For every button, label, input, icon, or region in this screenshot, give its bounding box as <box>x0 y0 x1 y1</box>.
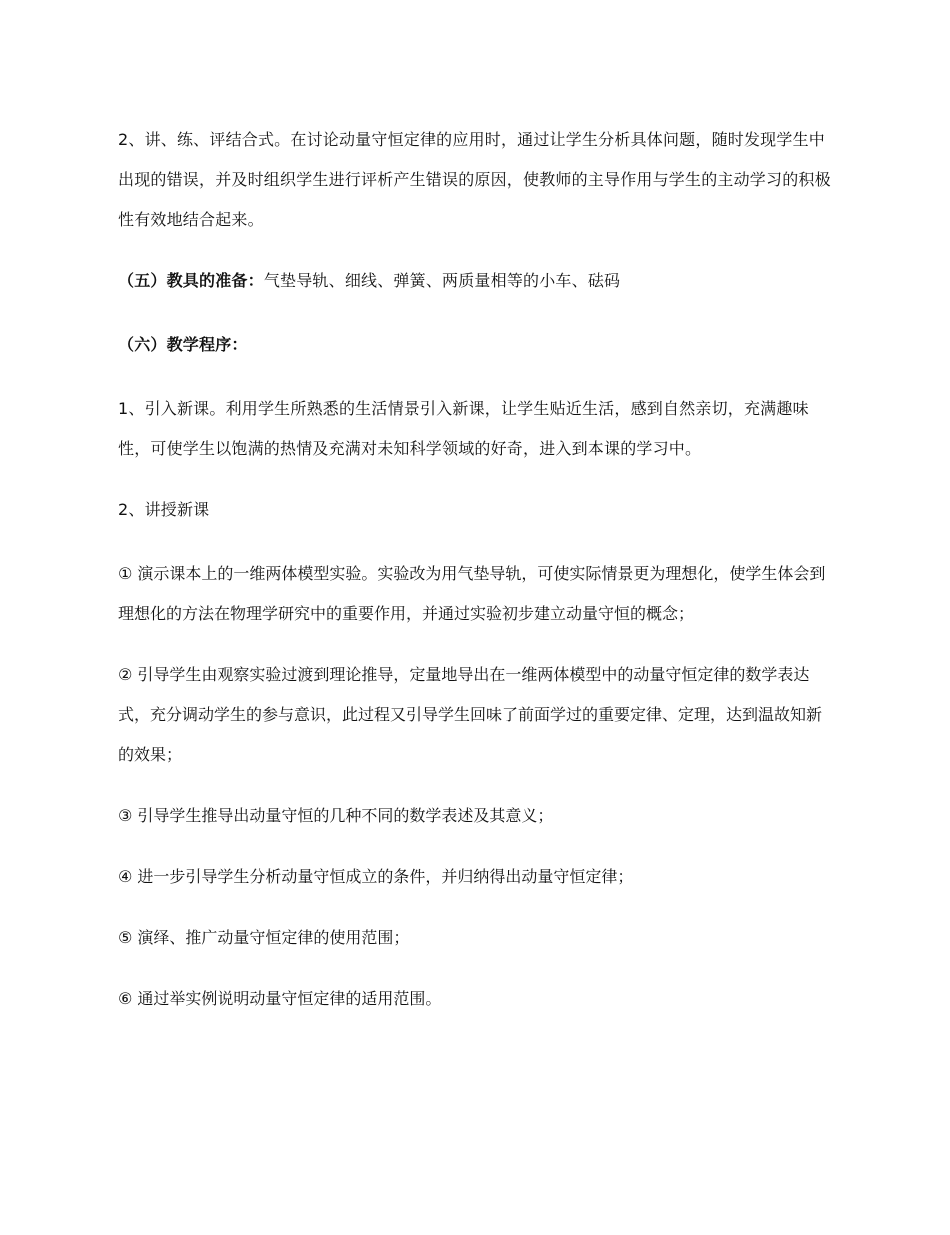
paragraph-teaching-procedure <box>118 325 833 365</box>
paragraph-text: ⑤ 演绎、推广动量守恒定律的使用范围； <box>118 928 410 947</box>
paragraph-text: ③ 引导学生推导出动量守恒的几种不同的数学表述及其意义； <box>118 806 554 825</box>
list-item-step-3 <box>118 796 833 836</box>
list-item-step-5 <box>118 918 833 958</box>
section-heading-teaching-aids: （五）教具的准备： <box>118 271 264 290</box>
paragraph-text: ⑥ 通过举实例说明动量守恒定律的适用范围。 <box>118 989 442 1008</box>
list-item-step-6 <box>118 979 833 1019</box>
list-item-step-2 <box>118 655 833 775</box>
paragraph-text: ② 引导学生由观察实验过渡到理论推导，定量地导出在一维两体模型中的动量守恒定律的数学表达式，充分调动学生的参与意识，此过程又引导学生回味了前面学过的重要定律、定理，达到温故知新的效果； <box>118 665 823 764</box>
paragraph-teach-new-lesson <box>118 490 833 530</box>
paragraph-text: 2、讲授新课 <box>118 500 210 519</box>
paragraph-introduce-new-lesson <box>118 389 833 469</box>
paragraph-teaching-aids <box>118 261 833 301</box>
section-heading-teaching-procedure: （六）教学程序： <box>118 335 248 354</box>
paragraph-text: ④ 进一步引导学生分析动量守恒成立的条件，并归纳得出动量守恒定律； <box>118 867 634 886</box>
list-item-step-4 <box>118 857 833 897</box>
document-body <box>118 120 833 1040</box>
paragraph-text: ① 演示课本上的一维两体模型实验。实验改为用气垫导轨，可使实际情景更为理想化，使学生体会到理想化的方法在物理学研究中的重要作用，并通过实验初步建立动量守恒的概念； <box>118 564 826 623</box>
paragraph-teaching-method-2 <box>118 120 833 240</box>
paragraph-text: 2、讲、练、评结合式。在讨论动量守恒定律的应用时，通过让学生分析具体问题，随时发现学生中出现的错误，并及时组织学生进行评析产生错误的原因，使教师的主导作用与学生的主动学习的积极性有效地结合起来。 <box>118 130 831 229</box>
paragraph-text: 1、引入新课。利用学生所熟悉的生活情景引入新课，让学生贴近生活，感到自然亲切，充满趣味性，可使学生以饱满的热情及充满对未知科学领域的好奇，进入到本课的学习中。 <box>118 399 809 458</box>
paragraph-text: 气垫导轨、细线、弹簧、两质量相等的小车、砝码 <box>263 271 621 290</box>
list-item-step-1 <box>118 554 833 634</box>
